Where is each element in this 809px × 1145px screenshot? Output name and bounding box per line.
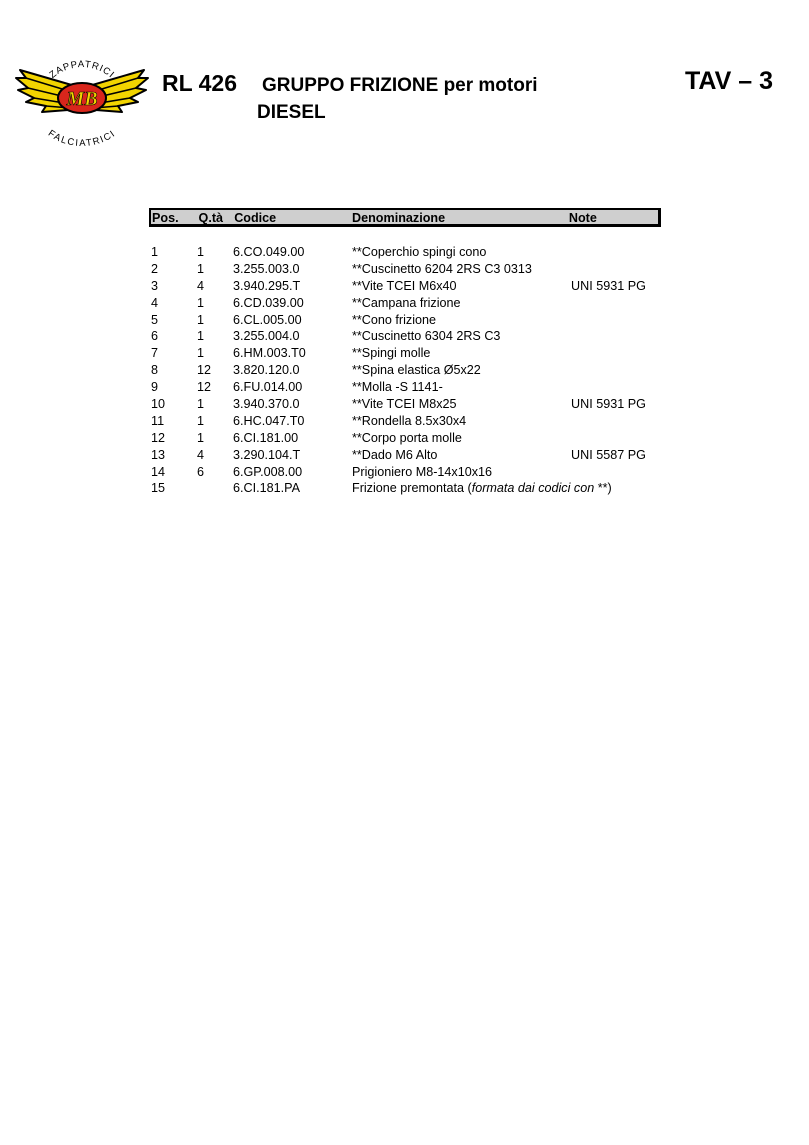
- cell-code: 6.FU.014.00: [233, 380, 303, 395]
- cell-qty: 1: [197, 295, 205, 310]
- cell-note: UNI 5931 PG: [571, 397, 646, 412]
- cell-code: 6.GP.008.00: [233, 464, 303, 479]
- cell-name: **Cuscinetto 6304 2RS C3: [352, 329, 501, 344]
- cell-note: [571, 244, 661, 261]
- cell-name: **Dado M6 Alto: [352, 447, 438, 462]
- cell-code: 3.820.120.0: [233, 363, 300, 378]
- cell-qty: 12: [197, 363, 212, 378]
- cell-qty: 4: [197, 278, 205, 293]
- cell-code: 6.CD.039.00: [233, 295, 304, 310]
- cell-note: [571, 379, 661, 396]
- cell-qty: 1: [197, 413, 205, 428]
- cell-pos: 10: [151, 397, 166, 412]
- cell-name: [352, 480, 612, 497]
- cell-qty: 12: [197, 380, 212, 395]
- table-row: [149, 312, 661, 329]
- cell-code: 3.255.003.0: [233, 261, 300, 276]
- cell-pos: 1: [151, 245, 159, 259]
- cell-note: [571, 261, 661, 278]
- cell-name: **Rondella 8.5x30x4: [352, 413, 467, 428]
- logo-bottom-text: FALCIATRICI: [45, 128, 119, 150]
- cell-name: **Vite TCEI M8x25: [352, 397, 457, 412]
- table-row: [149, 244, 661, 261]
- title-line-1: GRUPPO FRIZIONE per motori: [262, 75, 538, 96]
- header-pos: Pos.: [152, 211, 179, 225]
- table-row: [149, 261, 661, 278]
- table-body: [149, 244, 661, 497]
- name-prefix: Frizione premontata (: [352, 481, 472, 496]
- cell-pos: 14: [151, 464, 166, 479]
- cell-code: 6.HM.003.T0: [233, 346, 306, 361]
- table-row: [149, 345, 661, 362]
- cell-pos: 15: [151, 481, 166, 496]
- header-qty: Q.tà: [198, 211, 224, 225]
- mb-winged-emblem: [12, 42, 152, 154]
- cell-note: [571, 480, 661, 497]
- table-row: [149, 447, 661, 464]
- cell-note: [571, 295, 661, 312]
- parts-table: [149, 208, 661, 497]
- cell-pos: 2: [151, 261, 159, 276]
- cell-pos: 5: [151, 312, 159, 327]
- table-header: [149, 208, 661, 227]
- table-row: [149, 379, 661, 396]
- cell-note: [571, 328, 661, 345]
- cell-code: 6.CI.181.PA: [233, 481, 300, 496]
- model-code: RL 426: [162, 70, 238, 96]
- cell-code: 3.255.004.0: [233, 329, 300, 344]
- table-row: [149, 480, 661, 497]
- table-row: [149, 464, 661, 481]
- cell-note: [571, 464, 661, 481]
- cell-name: **Coperchio spingi cono: [352, 245, 487, 259]
- name-italic: formata dai codici con: [471, 481, 595, 496]
- cell-note: [571, 413, 661, 430]
- cell-name: **Vite TCEI M6x40: [352, 278, 457, 293]
- name-suffix: **): [594, 481, 612, 496]
- header-note: Note: [568, 211, 597, 225]
- cell-qty: [196, 480, 233, 497]
- cell-code: 6.CI.181.00: [233, 430, 299, 445]
- cell-name: **Campana frizione: [352, 295, 461, 310]
- table-row: [149, 430, 661, 447]
- header-name: Denominazione: [352, 211, 446, 225]
- cell-name: **Cono frizione: [352, 312, 437, 327]
- cell-pos: 8: [151, 363, 159, 378]
- title-line-2: DIESEL: [257, 102, 326, 123]
- cell-pos: 9: [151, 380, 159, 395]
- cell-note: [571, 430, 661, 447]
- cell-note: [571, 345, 661, 362]
- cell-qty: 6: [197, 464, 205, 479]
- header-code: Codice: [234, 211, 277, 225]
- cell-code: 3.940.370.0: [233, 397, 300, 412]
- cell-pos: 4: [151, 295, 159, 310]
- cell-code: 3.290.104.T: [233, 447, 301, 462]
- cell-name: Prigioniero M8-14x10x16: [352, 464, 493, 479]
- table-row: [149, 278, 661, 295]
- cell-name: **Molla -S 1141-: [352, 380, 443, 395]
- cell-qty: 1: [197, 430, 205, 445]
- company-logo: [12, 42, 152, 154]
- table-row: [149, 328, 661, 345]
- cell-qty: 1: [197, 261, 205, 276]
- cell-name: **Spina elastica Ø5x22: [352, 363, 481, 378]
- cell-name: **Corpo porta molle: [352, 430, 462, 445]
- table-row: [149, 295, 661, 312]
- cell-qty: 1: [197, 312, 205, 327]
- cell-pos: 11: [151, 413, 165, 428]
- cell-code: 6.CO.049.00: [233, 245, 305, 259]
- table-row: [149, 362, 661, 379]
- cell-qty: 1: [197, 346, 205, 361]
- cell-name: **Cuscinetto 6204 2RS C3 0313: [352, 261, 532, 276]
- cell-pos: 13: [151, 447, 166, 462]
- cell-code: 6.HC.047.T0: [233, 413, 305, 428]
- page-title: [257, 72, 538, 126]
- logo-top-text: ZAPPATRICI: [47, 59, 117, 81]
- cell-pos: 12: [151, 430, 166, 445]
- cell-note: UNI 5587 PG: [571, 447, 646, 462]
- cell-qty: 1: [197, 245, 205, 259]
- cell-name: **Spingi molle: [352, 346, 431, 361]
- cell-pos: 7: [151, 346, 159, 361]
- cell-note: UNI 5931 PG: [571, 278, 646, 293]
- brand-initials: MB: [66, 88, 98, 110]
- cell-code: 6.CL.005.00: [233, 312, 302, 327]
- cell-qty: 4: [197, 447, 205, 462]
- cell-qty: 1: [197, 329, 205, 344]
- table-row: [149, 396, 661, 413]
- cell-pos: 6: [151, 329, 159, 344]
- cell-pos: 3: [151, 278, 159, 293]
- cell-qty: 1: [197, 397, 205, 412]
- cell-note: [571, 312, 661, 329]
- cell-note: [571, 362, 661, 379]
- cell-code: 3.940.295.T: [233, 278, 301, 293]
- table-reference: TAV – 3: [685, 67, 773, 95]
- table-row: [149, 413, 661, 430]
